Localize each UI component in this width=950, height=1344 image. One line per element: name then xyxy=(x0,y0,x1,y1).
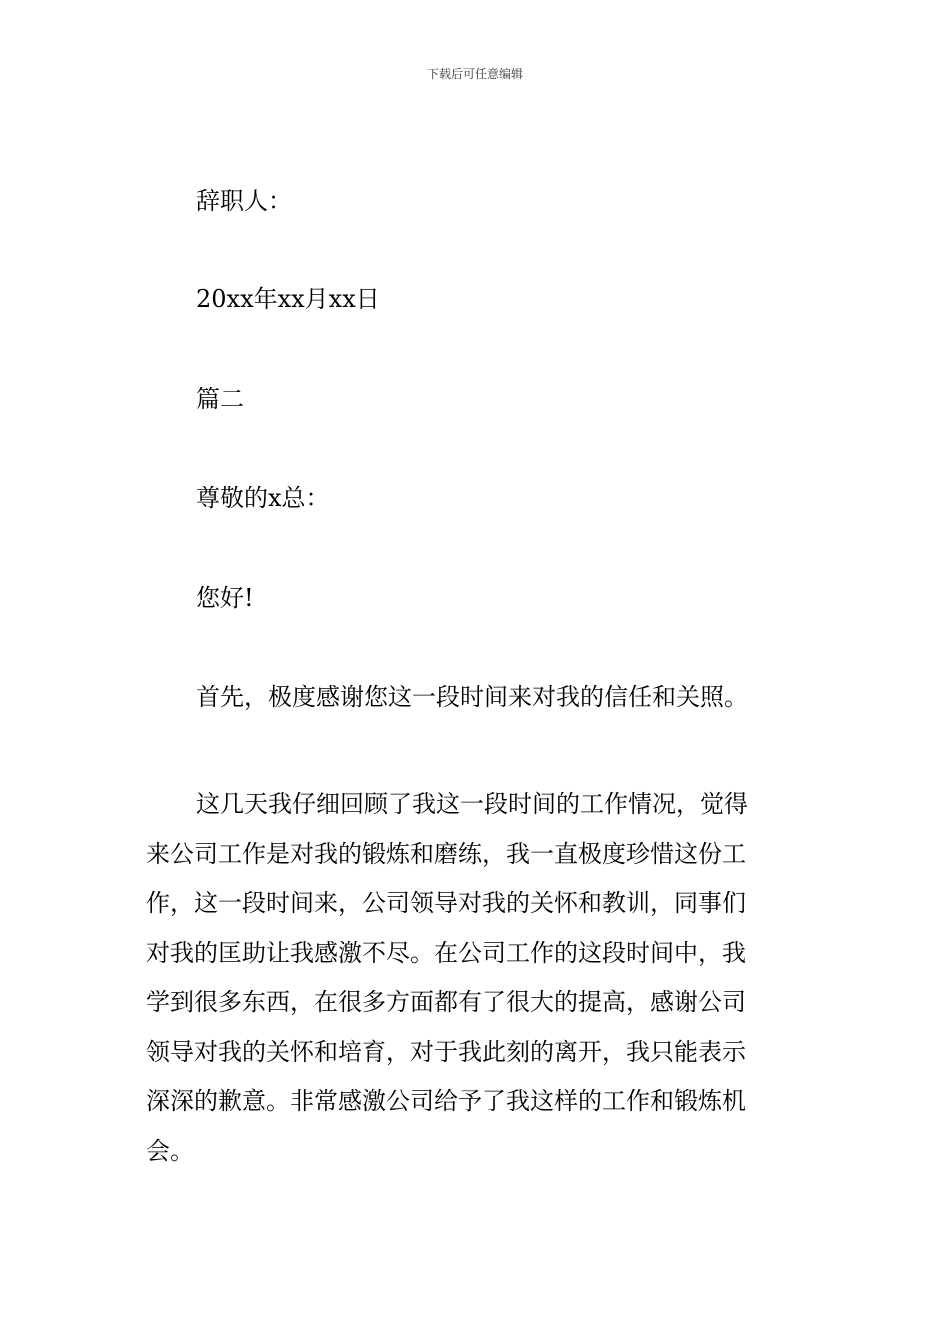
section-heading: 篇二 xyxy=(196,385,244,413)
resignation-date: 20xx年xx月xx日 xyxy=(196,285,380,313)
body-line: 深深的歉意。非常感激公司给予了我这样的工作和锻炼机 xyxy=(146,1087,746,1115)
body-line: 学到很多东西，在很多方面都有了很大的提高，感谢公司 xyxy=(146,988,746,1016)
body-line: 对我的匡助让我感激不尽。在公司工作的这段时间中，我 xyxy=(146,938,746,967)
body-line: 领导对我的关怀和培育，对于我此刻的离开，我只能表示 xyxy=(146,1037,746,1066)
body-line: 这几天我仔细回顾了我这一段时间的工作情况，觉得 xyxy=(196,790,748,818)
salutation: 尊敬的x总： xyxy=(196,484,330,512)
body-line: 作，这一段时间来，公司领导对我的关怀和教训，同事们 xyxy=(146,889,746,917)
body-line: 来公司工作是对我的锻炼和磨练，我一直极度珍惜这份工 xyxy=(146,839,746,868)
body-line: 会。 xyxy=(146,1136,194,1165)
greeting: 您好! xyxy=(196,584,254,612)
body-paragraph xyxy=(146,780,806,1176)
page-header-note: 下载后可任意编辑 xyxy=(426,67,523,81)
resignee-label: 辞职人： xyxy=(196,187,292,215)
opening-paragraph: 首先，极度感谢您这一段时间来对我的信任和关照。 xyxy=(196,683,748,711)
